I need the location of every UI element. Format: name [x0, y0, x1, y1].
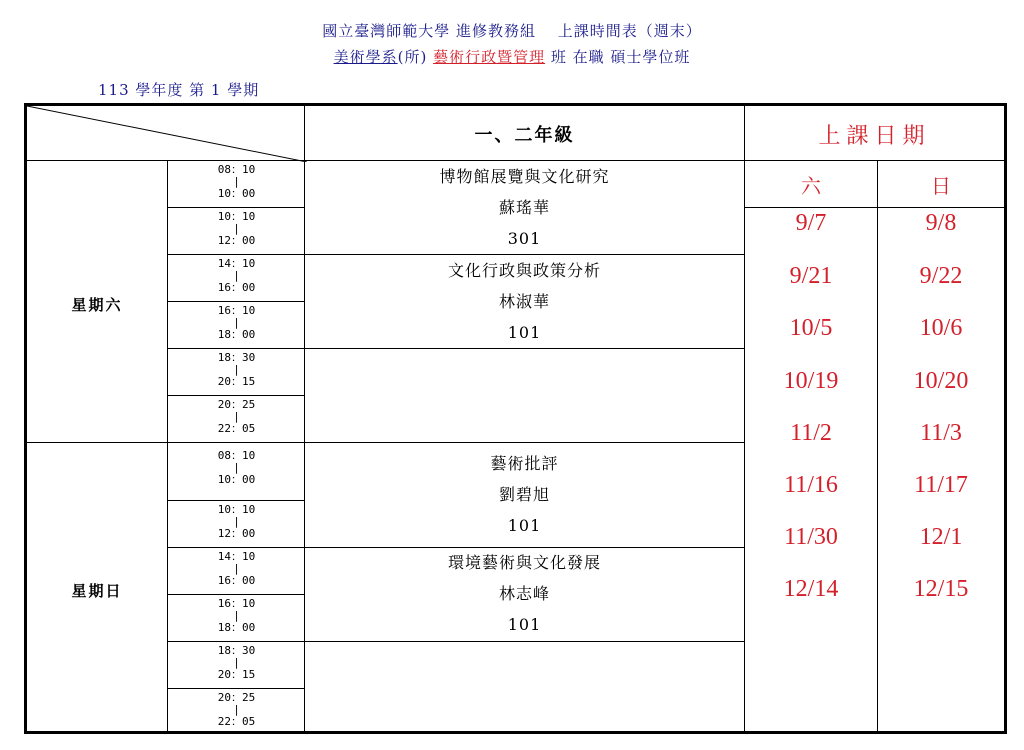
time-slot	[167, 598, 306, 634]
time-slot	[167, 645, 306, 681]
program-name: 藝術行政暨管理	[433, 48, 546, 66]
slot-separator: |	[233, 175, 240, 188]
time-slot	[167, 211, 306, 247]
slot-end: 22：05	[217, 715, 256, 728]
course-cell	[305, 547, 744, 640]
slot-end: 12：00	[217, 527, 256, 540]
slot-start: 10：10	[217, 210, 256, 223]
slot-separator: |	[233, 515, 240, 528]
slot-end: 18：00	[217, 328, 256, 341]
slot-end: 10：00	[217, 473, 256, 486]
sunday-date: 9/22	[919, 263, 963, 289]
academic-term: 113 學年度 第 1 學期	[98, 81, 260, 99]
slot-start: 16：10	[217, 597, 256, 610]
slot-end: 20：15	[217, 668, 256, 681]
course-room: 101	[507, 516, 542, 535]
slot-end: 22：05	[217, 422, 256, 435]
program-type: 班 在職 碩士學位班	[545, 48, 691, 66]
slot-separator: |	[233, 222, 240, 235]
slot-separator: |	[233, 316, 240, 329]
sunday-date: 10/20	[913, 368, 969, 394]
slot-separator: |	[233, 269, 240, 282]
sunday-date: 9/8	[925, 210, 957, 236]
saturday-date: 9/21	[789, 263, 833, 289]
grade-header: 一、二年級	[474, 125, 575, 146]
course-teacher: 蘇瑤華	[498, 198, 550, 217]
course-name: 藝術批評	[490, 454, 559, 473]
slot-separator: |	[233, 363, 240, 376]
slot-start: 08：10	[217, 163, 256, 176]
saturday-date: 9/7	[795, 210, 827, 236]
slot-end: 20：15	[217, 375, 256, 388]
time-slot	[167, 352, 306, 388]
saturday-date: 10/19	[783, 368, 839, 394]
slot-separator: |	[233, 461, 240, 474]
saturday-date: 12/14	[783, 576, 839, 602]
sunday-date: 10/6	[919, 315, 963, 341]
slot-separator: |	[233, 609, 240, 622]
course-name: 環境藝術與文化發展	[447, 553, 601, 572]
slot-start: 14：10	[217, 257, 256, 270]
slot-separator: |	[233, 703, 240, 716]
time-slot	[167, 450, 306, 486]
slot-end: 12：00	[217, 234, 256, 247]
time-slot	[167, 692, 306, 728]
course-teacher: 劉碧旭	[498, 485, 550, 504]
header-diagonal-line	[27, 106, 307, 162]
course-name: 文化行政與政策分析	[447, 261, 601, 280]
time-slot	[167, 504, 306, 540]
document-title: 國立臺灣師範大學 進修教務組 上課時間表（週末）	[322, 22, 702, 40]
time-slot	[167, 164, 306, 200]
slot-start: 20：25	[217, 691, 256, 704]
slot-end: 18：00	[217, 621, 256, 634]
course-cell	[305, 255, 744, 348]
course-room: 101	[507, 615, 542, 634]
slot-start: 18：30	[217, 644, 256, 657]
saturday-date: 11/2	[790, 420, 832, 446]
slot-start: 16：10	[217, 304, 256, 317]
slot-end: 16：00	[217, 574, 256, 587]
sunday-date: 12/15	[913, 576, 969, 602]
sunday-date: 11/17	[914, 472, 968, 498]
course-teacher: 林志峰	[498, 584, 550, 603]
course-room: 301	[507, 229, 542, 248]
slot-start: 10：10	[217, 503, 256, 516]
saturday-date: 11/30	[784, 524, 838, 550]
course-room: 101	[507, 323, 542, 342]
course-name: 博物館展覽與文化研究	[439, 167, 610, 186]
course-teacher: 林淑華	[498, 292, 550, 311]
slot-separator: |	[233, 656, 240, 669]
slot-end: 10：00	[217, 187, 256, 200]
department-suffix: (所)	[397, 48, 428, 66]
slot-separator: |	[233, 410, 240, 423]
department-name: 美術學系	[333, 48, 398, 66]
slot-start: 20：25	[217, 398, 256, 411]
sunday-date: 12/1	[919, 524, 963, 550]
time-slot	[167, 399, 306, 435]
program-line	[0, 46, 1024, 67]
saturday-column-header: 六	[801, 174, 821, 198]
slot-end: 16：00	[217, 281, 256, 294]
time-slot	[167, 551, 306, 587]
class-dates-header: 上課日期	[818, 124, 931, 149]
saturday-date: 10/5	[789, 315, 833, 341]
slot-separator: |	[233, 562, 240, 575]
sunday-date: 11/3	[920, 420, 962, 446]
sunday-column-header: 日	[931, 174, 951, 198]
time-slot	[167, 305, 306, 341]
schedule-table	[24, 103, 1007, 734]
slot-start: 08：10	[217, 449, 256, 462]
day-label-saturday: 星期六	[71, 296, 123, 314]
day-label-sunday: 星期日	[71, 582, 123, 600]
time-slot	[167, 258, 306, 294]
saturday-date: 11/16	[784, 472, 838, 498]
slot-start: 14：10	[217, 550, 256, 563]
slot-start: 18：30	[217, 351, 256, 364]
course-cell	[305, 448, 744, 541]
course-cell	[305, 161, 744, 254]
